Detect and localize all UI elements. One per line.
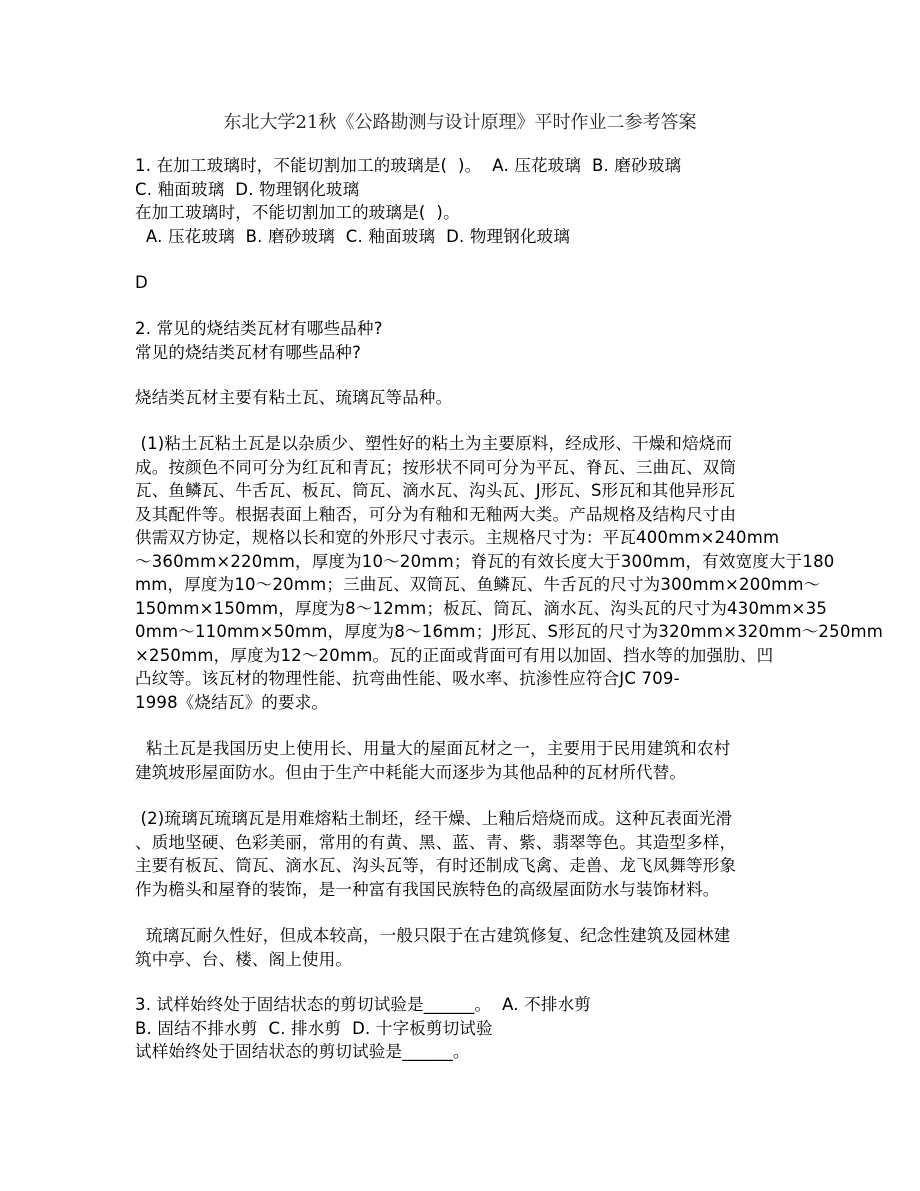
text-line: 成。按颜色不同可分为红瓦和青瓦；按形状不同可分为平瓦、脊瓦、三曲瓦、双筒 xyxy=(135,457,737,477)
text-line: mm，厚度为10～20mm；三曲瓦、双筒瓦、鱼鳞瓦、牛舌瓦的尺寸为300mm×200mm～ xyxy=(135,575,821,594)
text-line: 瓦、鱼鳞瓦、牛舌瓦、板瓦、筒瓦、滴水瓦、沟头瓦、J形瓦、S形瓦和其他异形瓦 xyxy=(135,481,736,500)
text-line: D xyxy=(135,273,148,292)
text-line: C. 釉面玻璃 D. 物理钢化玻璃 xyxy=(135,179,360,199)
text-line: 常见的烧结类瓦材有哪些品种? xyxy=(135,342,362,362)
text-line: 3. 试样始终处于固结状态的剪切试验是______。 A. 不排水剪 xyxy=(135,995,591,1014)
text-line: ～360mm×220mm，厚度为10～20mm；脊瓦的有效长度大于300mm，有效宽度大于180 xyxy=(135,551,835,571)
text-line: A. 压花玻璃 B. 磨砂玻璃 C. 釉面玻璃 D. 物理钢化玻璃 xyxy=(135,226,571,246)
document-title: 东北大学21秋《公路勘测与设计原理》平时作业二参考答案 xyxy=(223,112,697,133)
text-line: 0mm～110mm×50mm，厚度为8～16mm；J形瓦、S形瓦的尺寸为320mm×320mm～250mm xyxy=(135,622,884,641)
text-line: 建筑坡形屋面防水。但由于生产中耗能大而逐步为其他品种的瓦材所代替。 xyxy=(135,762,687,782)
text-line: 凸纹等。该瓦材的物理性能、抗弯曲性能、吸水率、抗渗性应符合JC 709- xyxy=(135,669,680,688)
text-line: 作为檐头和屋脊的装饰，是一种富有我国民族特色的高级屋面防水与装饰材料。 xyxy=(135,879,720,899)
text-line: 1998《烧结瓦》的要求。 xyxy=(135,692,329,712)
text-line: 在加工玻璃时，不能切割加工的玻璃是( )。 xyxy=(135,203,460,222)
text-line: 粘土瓦是我国历史上使用长、用量大的屋面瓦材之一，主要用于民用建筑和农村 xyxy=(135,739,731,758)
text-line: 烧结类瓦材主要有粘土瓦、琉璃瓦等品种。 xyxy=(135,388,453,407)
text-line: 1. 在加工玻璃时，不能切割加工的玻璃是( )。 A. 压花玻璃 B. 磨砂玻璃 xyxy=(135,156,682,175)
text-line: 试样始终处于固结状态的剪切试验是______。 xyxy=(135,1042,470,1061)
text-line: 琉璃瓦耐久性好，但成本较高，一般只限于在古建筑修复、纪念性建筑及园林建 xyxy=(135,926,731,945)
text-line: 150mm×150mm，厚度为8～12mm；板瓦、筒瓦、滴水瓦、沟头瓦的尺寸为430mm×35 xyxy=(135,598,828,618)
text-line: 、质地坚硬、色彩美丽，常用的有黄、黑、蓝、青、紫、翡翠等色。其造型多样， xyxy=(135,832,737,852)
text-line: 及其配件等。根据表面上釉否，可分为有釉和无釉两大类。产品规格及结构尺寸由 xyxy=(135,504,737,524)
text-line: (2)琉璃瓦琉璃瓦是用难熔粘土制坯，经干燥、上釉后焙烧而成。这种瓦表面光滑 xyxy=(135,809,733,828)
text-line: B. 固结不排水剪 C. 排水剪 D. 十字板剪切试验 xyxy=(135,1018,493,1038)
text-line: ×250mm，厚度为12～20mm。瓦的正面或背面可有用以加固、挡水等的加强肋、凹 xyxy=(135,645,774,665)
text-line: 供需双方协定，规格以长和宽的外形尺寸表示。主规格尺寸为：平瓦400mm×240mm xyxy=(135,528,780,547)
text-line: (1)粘土瓦粘土瓦是以杂质少、塑性好的粘土为主要原料，经成形、干燥和焙烧而 xyxy=(135,434,733,453)
text-line: 筑中亭、台、楼、阁上使用。 xyxy=(135,949,353,969)
text-line: 主要有板瓦、筒瓦、滴水瓦、沟头瓦等，有时还制成飞禽、走兽、龙飞凤舞等形象 xyxy=(135,856,737,875)
text-line: 2. 常见的烧结类瓦材有哪些品种? xyxy=(135,319,383,338)
